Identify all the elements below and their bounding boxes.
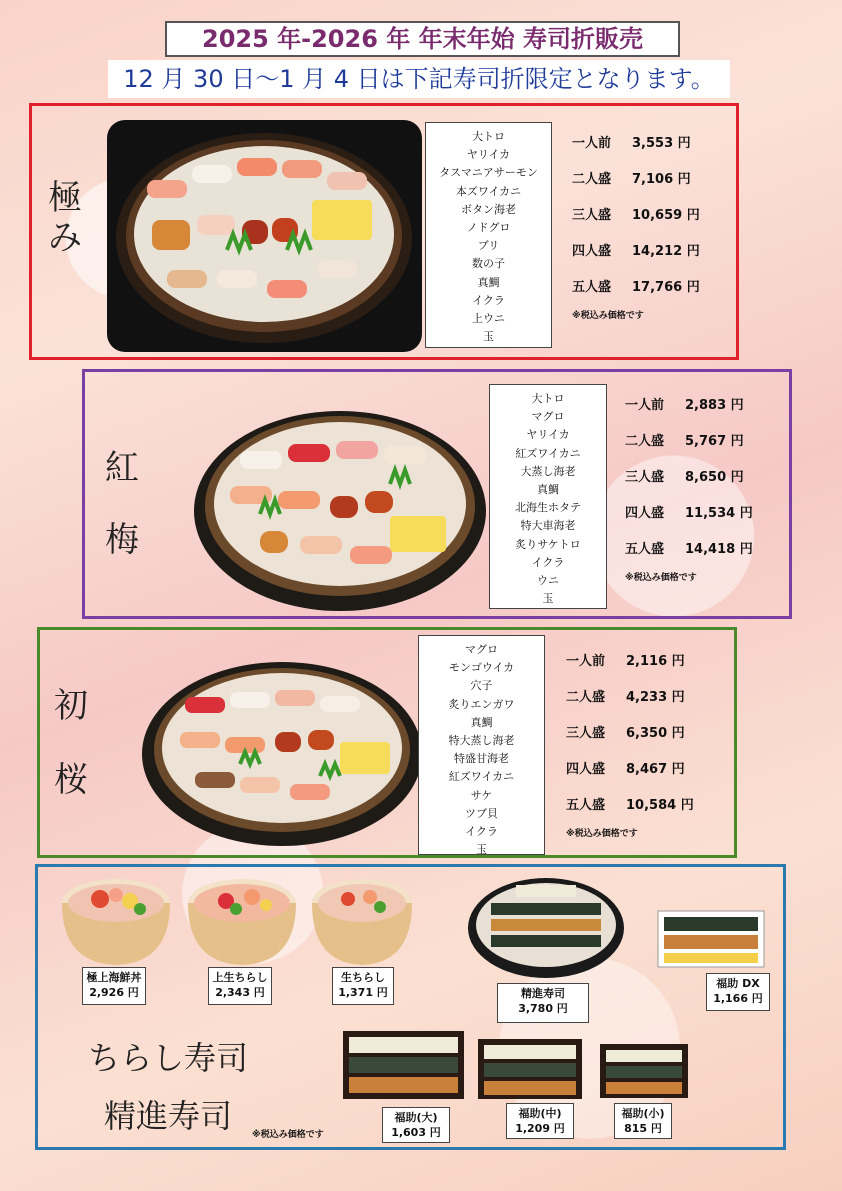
gokujo-kaisendon-image (60, 873, 172, 968)
list-item: マグロ (465, 643, 498, 656)
list-item: 特大蒸し海老 (448, 733, 515, 747)
koubai-platter-image (190, 396, 490, 614)
fukusuke-chu-image (476, 1037, 584, 1101)
product-tag: 福助(大) 1,603 円 (382, 1107, 450, 1143)
hatsuzakura-item-list (418, 635, 545, 855)
page-subtitle: 12 月 30 日～1 月 4 日は下記寿司折限定となります。 (108, 60, 730, 98)
koubai-item-list (489, 384, 607, 609)
list-item: ヤリイカ (466, 148, 511, 162)
list-item: 本ズワイカニ (455, 184, 522, 198)
tax-note: ※税込み価格です (252, 1130, 324, 1140)
tax-note: ※税込み価格です (625, 573, 697, 583)
koubai-price-list (625, 396, 753, 583)
list-item: モンゴウイカ (448, 661, 515, 675)
section-chirashi-shojin (35, 864, 786, 1150)
list-item: 特大車海老 (520, 519, 576, 533)
list-item: 特盛甘海老 (454, 752, 509, 766)
hatsuzakura-label-2: 桜 (54, 760, 88, 800)
kiwami-price-list (572, 134, 700, 321)
hatsuzakura-platter-image (140, 652, 425, 848)
list-item: 真鯛 (537, 482, 559, 496)
list-item: サケ (470, 788, 493, 802)
price-row: 三人盛 6,350 円 (566, 726, 685, 741)
fukusuke-dai-image (341, 1029, 466, 1101)
list-item: 炙りエンガワ (448, 697, 515, 711)
product-tag: 極上海鮮丼 2,926 円 (82, 967, 146, 1005)
product-tag: 上生ちらし 2,343 円 (208, 967, 272, 1005)
price-row: 一人前 3,553 円 (572, 136, 691, 151)
hatsuzakura-price-list (566, 652, 694, 839)
koubai-label-1: 紅 (105, 448, 139, 488)
price-row: 二人盛 5,767 円 (625, 434, 744, 449)
list-item: 真鯛 (477, 275, 500, 289)
list-item: 数の子 (472, 257, 505, 271)
list-item: ボタン海老 (461, 202, 516, 216)
list-item: 真鯛 (470, 715, 493, 729)
product-tag: 福助 DX 1,166 円 (706, 973, 770, 1011)
section-koubai (82, 369, 792, 619)
price-row: 五人盛 14,418 円 (625, 542, 753, 557)
tax-note: ※税込み価格です (566, 829, 638, 839)
list-item: ノドグロ (466, 220, 511, 234)
product-tag: 精進寿司 3,780 円 (497, 983, 589, 1023)
product-tag: 福助(中) 1,209 円 (506, 1103, 574, 1139)
list-item: ヤリイカ (526, 428, 570, 442)
list-item: 大蒸し海老 (520, 464, 576, 478)
price-row: 四人盛 11,534 円 (625, 506, 753, 521)
kiwami-platter-image (107, 120, 422, 352)
product-tag: 生ちらし 1,371 円 (332, 967, 394, 1005)
list-item: 上ウニ (472, 311, 505, 325)
price-row: 二人盛 4,233 円 (566, 690, 685, 705)
list-item: 玉 (542, 592, 554, 606)
price-row: 四人盛 8,467 円 (566, 762, 685, 777)
price-row: 一人前 2,116 円 (566, 654, 685, 669)
price-row: 三人盛 8,650 円 (625, 470, 744, 485)
price-row: 四人盛 14,212 円 (572, 244, 700, 259)
price-row: 二人盛 7,106 円 (572, 172, 691, 187)
list-item: イクラ (531, 555, 565, 569)
list-item: イクラ (465, 824, 498, 838)
fukusuke-sho-image (598, 1042, 690, 1100)
price-row: 五人盛 10,584 円 (566, 798, 694, 813)
tax-note: ※税込み価格です (572, 311, 644, 321)
shojin-sushi-image (466, 873, 626, 981)
list-item: 穴子 (470, 679, 493, 693)
list-item: ツブ貝 (465, 806, 498, 820)
list-item: 紅ズワイカニ (448, 770, 515, 784)
fukusuke-dx-image (656, 907, 766, 969)
shojin-label: 精進寿司 (104, 1097, 233, 1135)
list-item: 玉 (483, 330, 494, 344)
list-item: 大トロ (472, 130, 505, 143)
price-row: 五人盛 17,766 円 (572, 280, 700, 295)
jo-namachirashi-image (186, 873, 298, 968)
list-item: 紅ズワイカニ (515, 446, 581, 460)
koubai-label-2: 梅 (105, 520, 139, 560)
price-row: 一人前 2,883 円 (625, 398, 744, 413)
chirashi-label: ちらし寿司 (88, 1039, 249, 1077)
list-item: ウニ (537, 573, 559, 587)
product-tag: 福助(小) 815 円 (614, 1103, 672, 1139)
list-item: ブリ (477, 239, 500, 253)
hatsuzakura-label-1: 初 (54, 686, 88, 726)
section-hatsuzakura (37, 627, 737, 858)
price-row: 三人盛 10,659 円 (572, 208, 700, 223)
list-item: イクラ (472, 293, 505, 307)
list-item: 炙りサケトロ (515, 537, 581, 551)
namachirashi-image (310, 873, 415, 968)
list-item: 玉 (476, 843, 487, 857)
list-item: タスマニアサーモン (439, 166, 538, 180)
section-kiwami (29, 103, 739, 360)
kiwami-label: 極み (48, 178, 82, 258)
list-item: 北海生ホタテ (515, 501, 581, 515)
list-item: 大トロ (531, 392, 565, 405)
page-title: 2025 年-2026 年 年末年始 寿司折販売 (165, 21, 680, 57)
kiwami-item-list (425, 122, 552, 348)
list-item: マグロ (531, 410, 565, 424)
